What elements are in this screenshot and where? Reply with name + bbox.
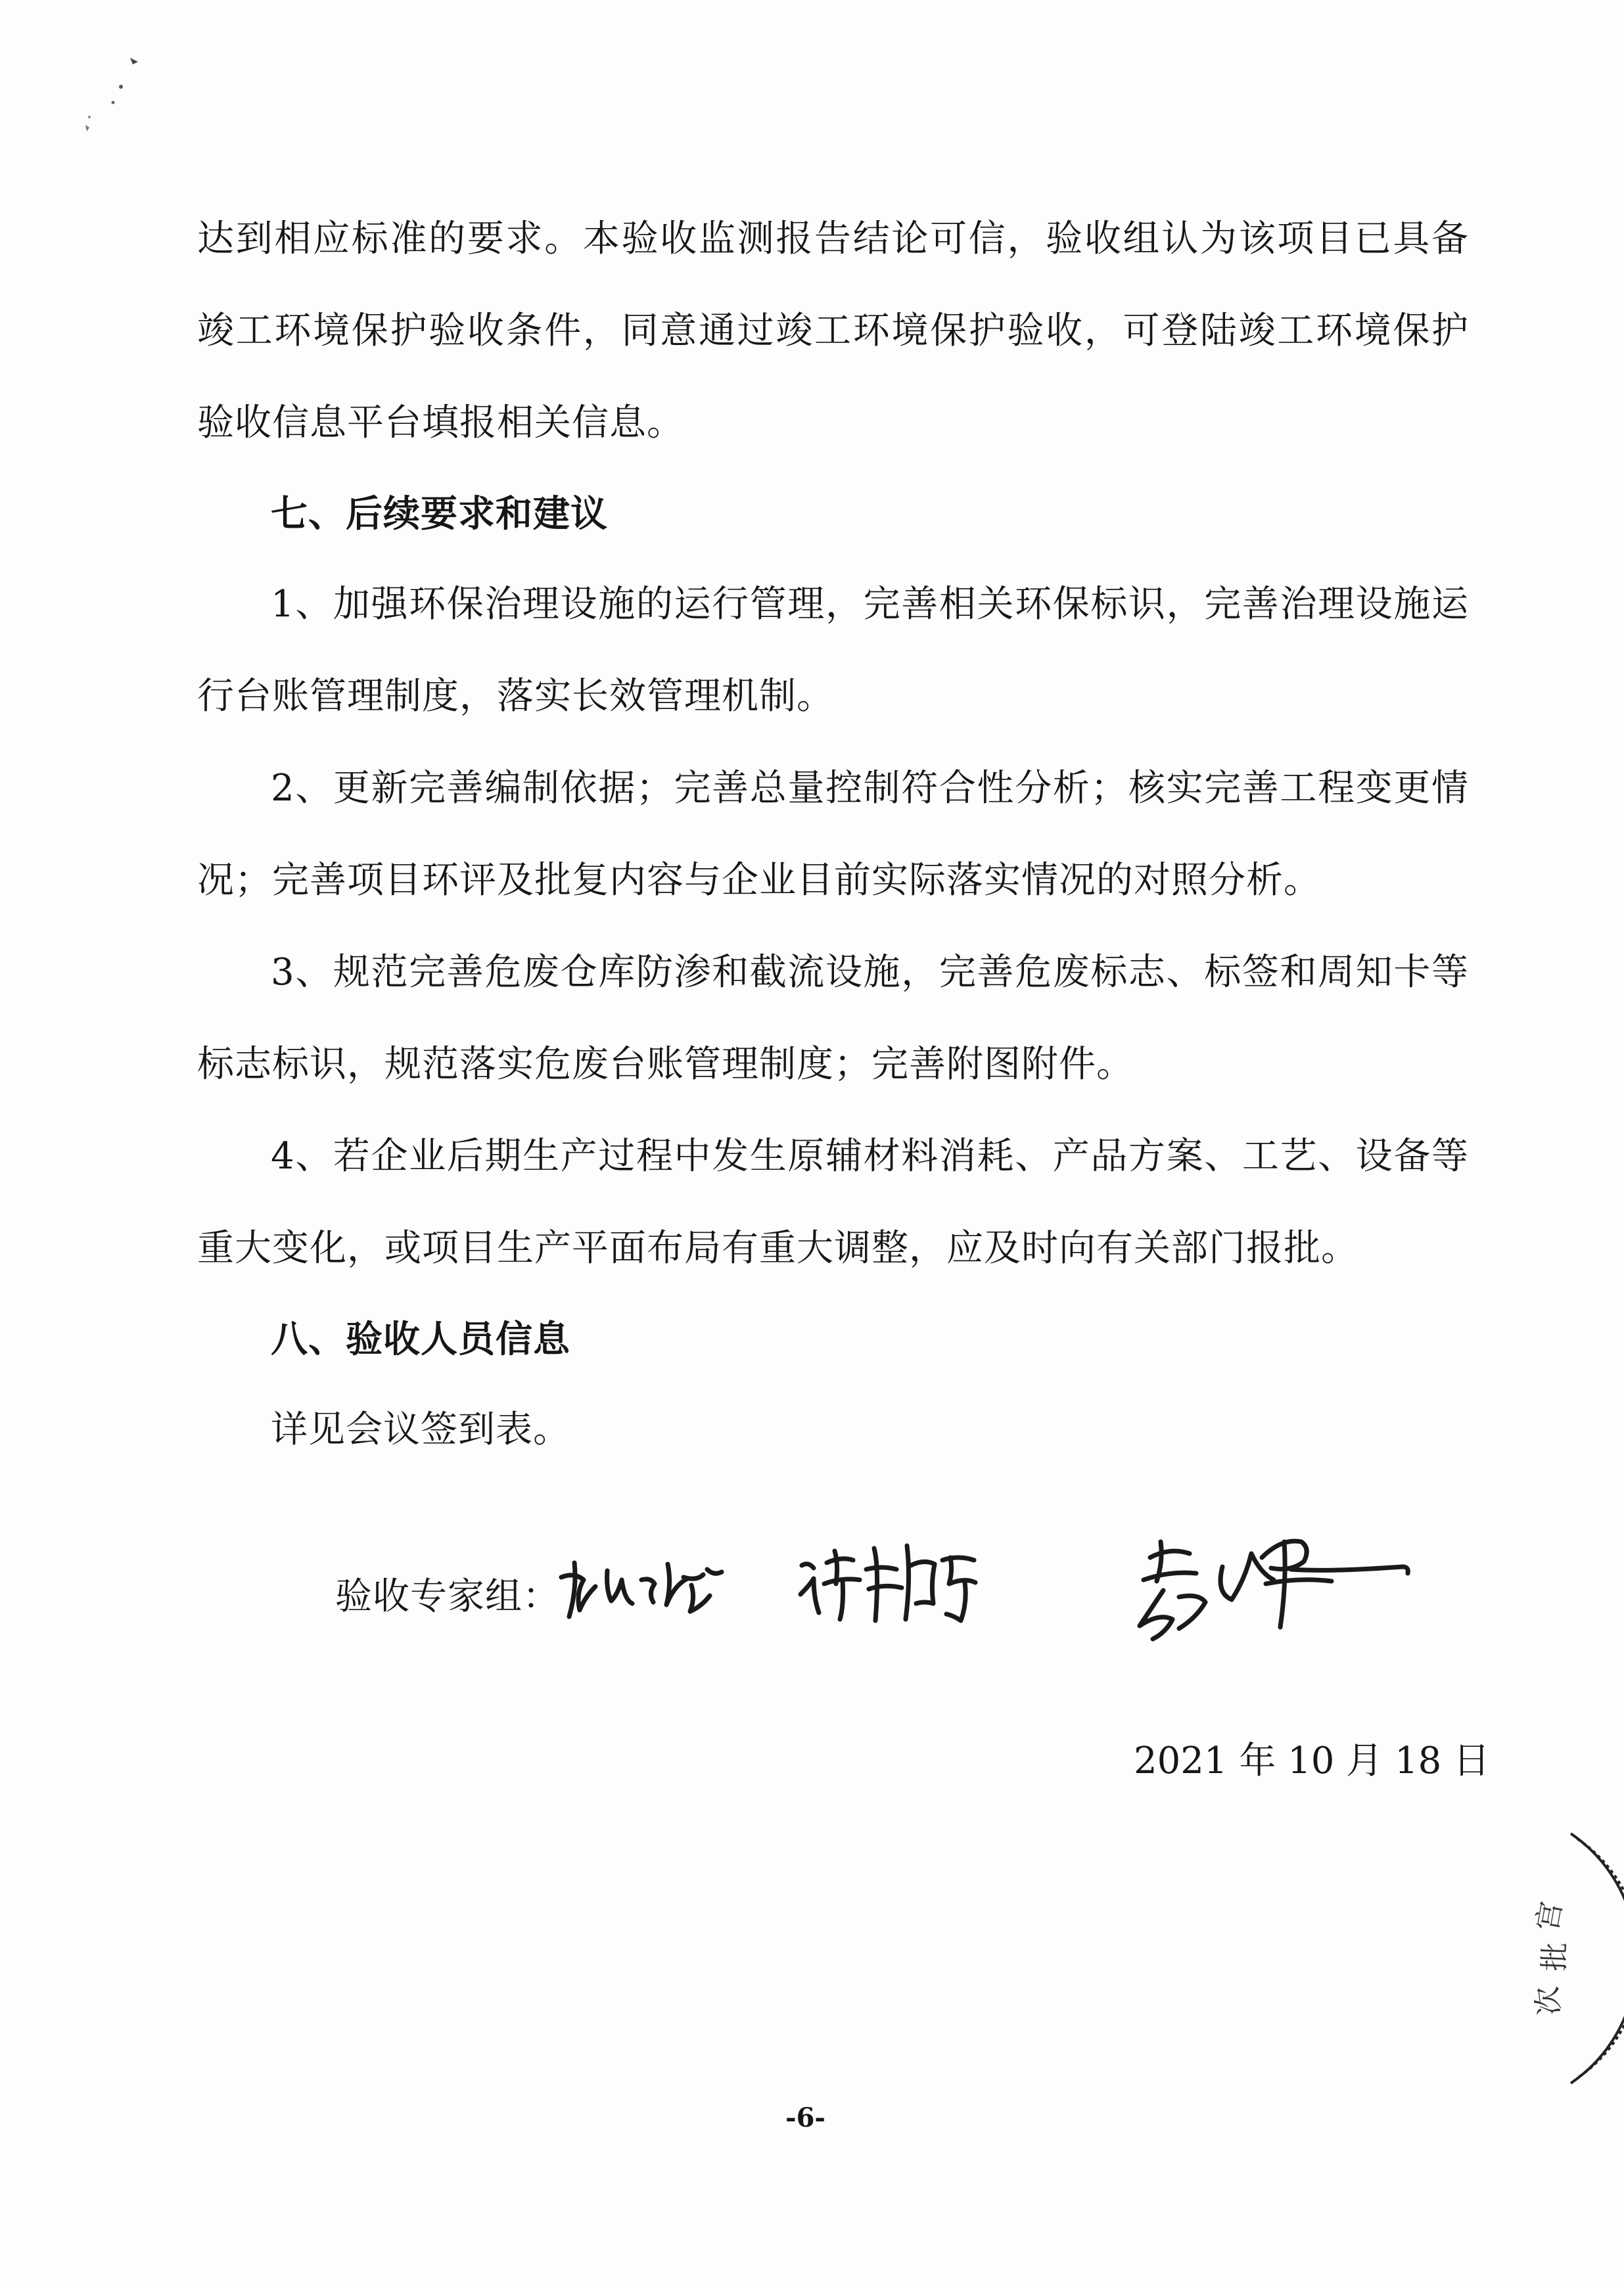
paragraph-1-line-1: 达到相应标准的要求。本验收监测报告结论可信，验收组认为该项目已具备	[197, 218, 1469, 260]
item-1-line-2: 行台账管理制度，落实长效管理机制。	[197, 675, 834, 718]
signature-2-image	[795, 1531, 1012, 1636]
document-date: 2021 年 10 月 18 日	[1134, 1740, 1491, 1782]
item-2-line-2: 况；完善项目环评及批复内容与企业目前实际落实情况的对照分析。	[197, 859, 1321, 902]
section-heading-7: 七、后续要求和建议	[271, 492, 608, 536]
item-2-line-1: 2、更新完善编制依据；完善总量控制符合性分析；核实完善工程变更情	[271, 767, 1469, 810]
signature-label: 验收专家组：	[335, 1575, 560, 1618]
svg-text:宫: 宫	[1530, 1899, 1569, 1933]
sign-in-sheet-note: 详见会议签到表。	[271, 1408, 570, 1451]
item-1-line-1: 1、加强环保治理设施的运行管理，完善相关环保标识，完善治理设施运	[271, 583, 1469, 626]
svg-text:批: 批	[1537, 1941, 1573, 1972]
item-3-line-1: 3、规范完善危废仓库防渗和截流设施，完善危废标志、标签和周知卡等	[271, 951, 1469, 994]
page-number: -6-	[785, 2102, 826, 2133]
section-heading-8: 八、验收人员信息	[271, 1318, 570, 1361]
signature-1-image	[552, 1551, 749, 1630]
item-3-line-2: 标志标识，规范落实危废台账管理制度；完善附图附件。	[197, 1043, 1134, 1086]
svg-text:次: 次	[1530, 1985, 1567, 2018]
item-4-line-2: 重大变化，或项目生产平面布局有重大调整，应及时向有关部门报批。	[197, 1227, 1358, 1270]
paragraph-1-line-2: 竣工环境保护验收条件，同意通过竣工环境保护验收，可登陆竣工环境保护	[197, 310, 1469, 352]
item-4-line-1: 4、若企业后期生产过程中发生原辅材料消耗、产品方案、工艺、设备等	[271, 1135, 1469, 1178]
expert-signature-block	[335, 1512, 1452, 1682]
signature-3-image	[1124, 1512, 1426, 1650]
official-seal-partial	[1479, 1827, 1624, 2090]
paragraph-1-line-3: 验收信息平台填报相关信息。	[197, 402, 684, 444]
scan-speck-marks	[72, 46, 164, 145]
